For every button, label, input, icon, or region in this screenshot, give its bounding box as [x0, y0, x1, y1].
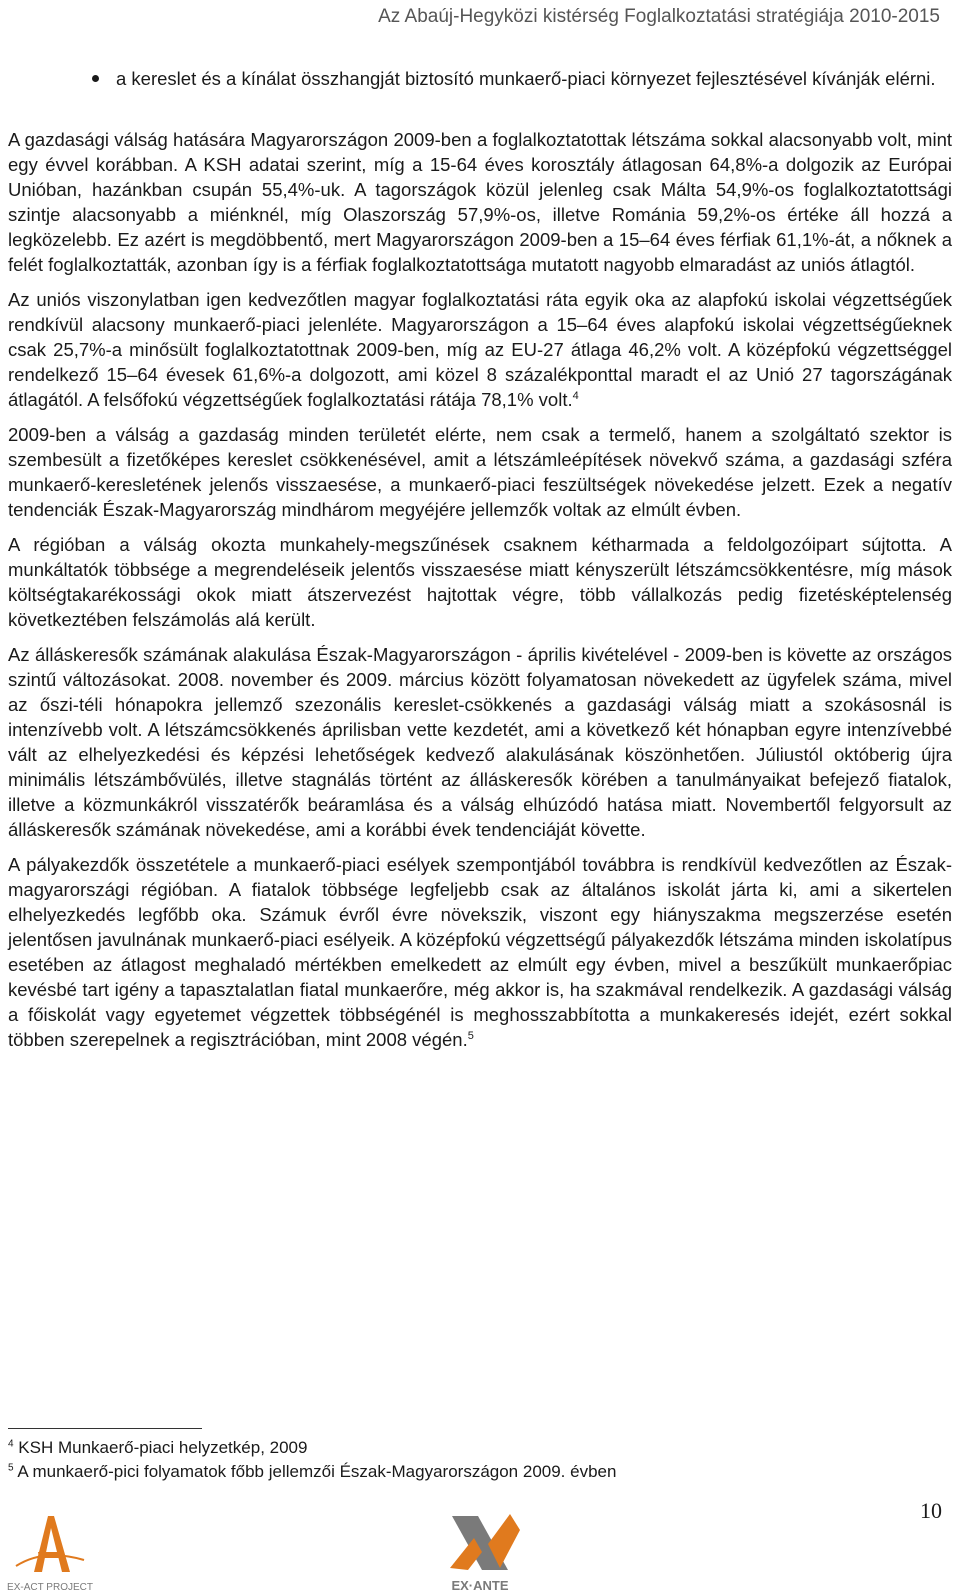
paragraph-5: Az álláskeresők számának alakulása Észak-Magyarországon - április kivételével - 2009-ben is követte az országos szintű változásokat. 2008. november és 2009. március között folyamatosan növekedett az ügyfelek száma, mivel az őszi-téli hónapokra jellemző szezonális kereslet-csökkenés a gazdasági válság miatt a szokásosnál is intenzívebb volt. A létszámcsökkenés áprilisban vette kezdetét, ami a következő két hónapban egyre intenzívebbé vált az elhelyezkedési és képzési lehetőségek kedvező alakulásának köszönhetően. Júliustól októberig újra minimális létszámbővülés, illetve stagnálás történt az álláskeresők körében a tanulmányaikat befejező fiatalok, illetve a közmunkákról visszatérők beáramlása és a válság elhúzódó hatása miatt. Novembertől felgyorsult az álláskeresők számának növekedése, ami a korábbi évek tendenciáját követte. — [8, 644, 952, 840]
paragraph-4: A régióban a válság okozta munkahely-megszűnések csaknem kétharmada a feldolgozóipart sújtotta. A munkáltatók többsége a megrendeléseik jelentős visszaesése miatt kényszerült létszámcsökkentésre, míg mások költségtakarékossági okok miatt átszervezést hajtottak végre, több vállalkozás pedig fizetésképtelenség következtében felszámolás alá került. — [8, 534, 952, 630]
page-content — [8, 66, 952, 1062]
bullet-text: a kereslet és a kínálat összhangját biztosító munkaerő-piaci környezet fejlesztésével kívánják elérni. — [116, 68, 936, 89]
page-number: 10 — [920, 1498, 942, 1523]
paragraph-1: A gazdasági válság hatására Magyarországon 2009-ben a foglalkoztatottak létszáma sokkal alacsonyabb volt, mint egy évvel korábban. A KSH adatai szerint, míg a 15-64 éves korosztály átlagosan 64,8%-a dolgozik az Európai Unióban, hazánkban csupán 55,4%-uk. A tagországok közül jelenleg csak Málta 54,9%-os foglalkoztatottsági szintje alacsonyabb a miénknél, míg Olaszország 57,9%-os, illetve Románia 59,2%-os értéke áll hozzá a legközelebb. Ez azért is megdöbbentő, mert Magyarországon 2009-ben a 15–64 éves férfiak 61,1%-át, a nőknek a felét foglalkoztatták, azonban így is a férfiak foglalkoztatottsága mutatott nagyobb elmaradást az uniós átlagtól. — [8, 129, 952, 275]
page-header: Az Abaúj-Hegyközi kistérség Foglalkoztatási stratégiája 2010-2015 — [378, 6, 940, 27]
footnotes — [8, 1436, 908, 1484]
footnote-ref: 5 — [467, 1029, 474, 1042]
bullet-item — [8, 66, 952, 91]
paragraph-6: A pályakezdők összetétele a munkaerő-piaci esélyek szempontjából továbbra is rendkívül kedvezőtlen az Észak-magyarországi régióban. A fiatalok többsége legfeljebb csak az általános iskolát járta ki, ami a sikertelen elhelyezkedés legfőbb oka. Számuk évről évre növekszik, viszont egy hiányszakma megszerzése esetén jelentősen javulnának munkaerő-piaci esélyeik. A középfokú végzettségű pályakezdők létszáma minden iskolatípus esetében az átlagost meghaladó mértékben emelkedett az elmúlt egy évben, mivel a beszűkült munkaerőpiac kevésbé tart igény a tapasztalatlan fiatal munkaerőre, még akkor is, ha szakmával rendelkezik. A gazdasági válság a főiskolát vagy egyetemet végzettek többségénél is meghosszabbította a munkakeresés idejét, ezért sokkal többen szerepelnek a regisztrációban, mint 2008 végén.$^5$ — [8, 854, 952, 1050]
svg-text:EX·ANTE: EX·ANTE — [451, 1578, 509, 1593]
footnote-ref: 4 — [572, 389, 579, 402]
footnote-divider — [8, 1428, 202, 1429]
ex-act-project-logo — [4, 1508, 96, 1594]
paragraph-3: 2009-ben a válság a gazdaság minden területét elérte, nem csak a termelő, hanem a szolgáltató szektor is szembesült a fizetőképes kereslet csökkenésével, amit a létszámleépítések növekvő száma, a gazdasági szféra munkaerő-keresletének jelenős visszaesése, a munkaerő-piaci feszültségek növekedése jelzett. Ezek a negatív tendenciák Észak-Magyarország mindhárom megyéjére jellemzők voltak az elmúlt évben. — [8, 424, 952, 520]
paragraph-2: Az uniós viszonylatban igen kedvezőtlen magyar foglalkoztatási ráta egyik oka az alapfokú iskolai végzettségűek rendkívül alacsony munkaerő-piaci jelenléte. Magyarországon a 15–64 éves alapfokú iskolai végzettségűeknek csak 25,7%-a minősült foglalkoztatottnak 2009-ben, míg az EU-27 átlaga 46,2% volt. A középfokú végzettséggel rendelkező 15–64 évesek 61,6%-a dolgozott, ami közel 8 százalékponttal maradt el az Unió 27 tagországának átlagától. A felsőfokú végzettségűek foglalkoztatási rátája 78,1% volt.$^4$ — [8, 289, 952, 410]
footnote-item: $^5$ A munkaerő-pici folyamatok főbb jellemzői Észak-Magyarországon 2009. évben — [8, 1462, 617, 1481]
svg-text:EX-ACT PROJECT: EX-ACT PROJECT — [7, 1582, 93, 1593]
ex-ante-logo — [430, 1508, 530, 1594]
footnote-item: $^4$ KSH Munkaerő-piaci helyzetkép, 2009 — [8, 1438, 308, 1457]
